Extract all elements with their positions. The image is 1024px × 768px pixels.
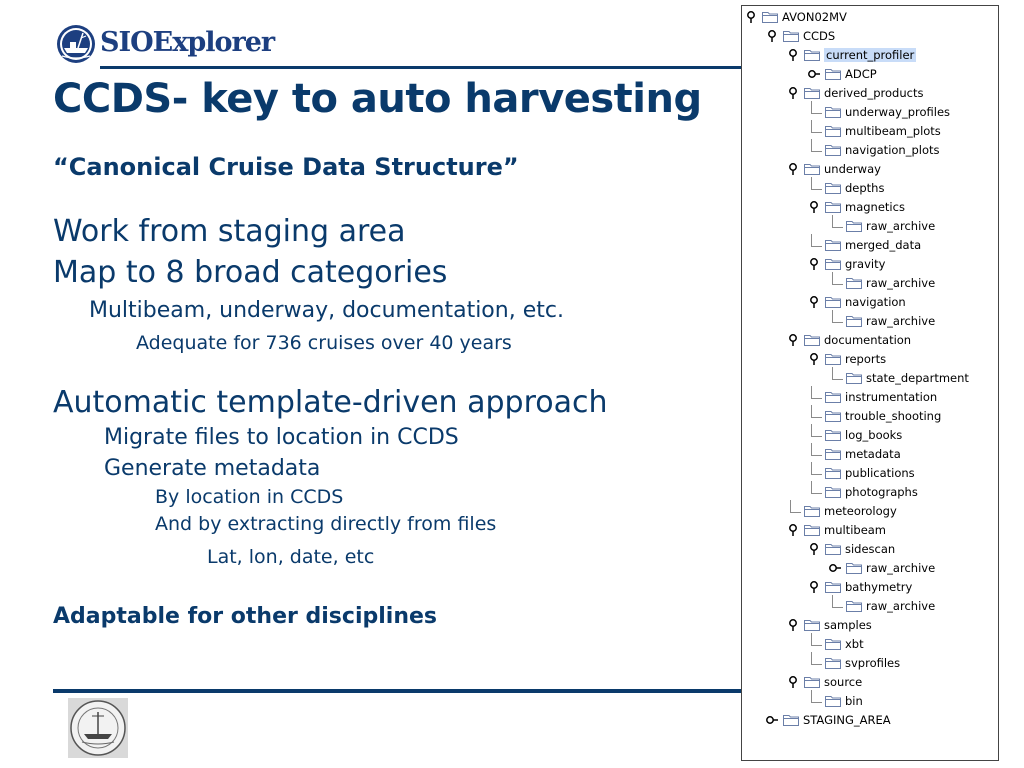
tree-connector [832,215,843,228]
folder-icon [825,391,841,403]
folder-icon [846,220,862,232]
folder-icon [804,163,820,175]
folder-icon [825,258,841,270]
folder-icon [783,30,799,42]
slide-subtitle: “Canonical Cruise Data Structure” [53,153,519,181]
tree-node-label: multibeam_plots [845,124,941,138]
tree-node-label: underway [824,162,881,176]
expanded-toggle-icon[interactable] [807,200,821,214]
tree-node[interactable] [804,331,911,350]
tree-node-label: photographs [845,485,918,499]
tree-node-label: meteorology [824,504,897,518]
bullet-lat-lon: Lat, lon, date, etc [207,546,375,568]
tree-node-label: raw_archive [866,276,936,290]
tree-connector [811,177,822,190]
bullet-cruises: Adequate for 736 cruises over 40 years [136,332,512,354]
ccds-directory-tree[interactable] [741,5,999,761]
tree-connector [832,595,843,608]
tree-node-label: raw_archive [866,561,936,575]
tree-connector [790,500,801,513]
tree-connector [811,234,822,247]
folder-icon [825,125,841,137]
tree-node-label: AVON02MV [782,10,847,24]
folder-icon [825,144,841,156]
expanded-toggle-icon[interactable] [786,86,800,100]
tree-node[interactable] [825,407,941,426]
expanded-toggle-icon[interactable] [807,580,821,594]
folder-icon [825,657,841,669]
tree-node[interactable] [846,369,969,388]
folder-icon [825,182,841,194]
tree-node[interactable] [825,103,950,122]
tree-node[interactable] [825,65,877,84]
tree-node-label: raw_archive [866,599,936,613]
tree-node-label: bathymetry [845,580,913,594]
tree-node[interactable] [783,27,835,46]
expanded-toggle-icon[interactable] [786,523,800,537]
folder-icon [804,676,820,688]
tree-node[interactable] [825,654,900,673]
tree-node[interactable] [804,521,886,540]
tree-node-label: merged_data [845,238,922,252]
tree-node-label: multibeam [824,523,887,537]
folder-icon [846,372,862,384]
tree-node-label: navigation_plots [845,143,940,157]
folder-icon [804,619,820,631]
tree-node-label: underway_profiles [845,105,951,119]
tree-node-label: documentation [824,333,912,347]
tree-node[interactable] [825,483,918,502]
tree-node[interactable] [825,141,940,160]
tree-connector [811,139,822,152]
tree-connector [811,101,822,114]
folder-icon [825,448,841,460]
tree-node-label: derived_products [824,86,924,100]
folder-icon [804,334,820,346]
tree-connector [832,272,843,285]
slide-title: CCDS- key to auto harvesting [53,76,702,122]
tree-node[interactable] [825,464,915,483]
expanded-toggle-icon[interactable] [786,675,800,689]
tree-connector [811,462,822,475]
expanded-toggle-icon[interactable] [807,542,821,556]
tree-connector [832,367,843,380]
folder-icon [804,524,820,536]
folder-icon [825,353,841,365]
logo-text: SIOExplorer [100,27,275,58]
tree-connector [811,405,822,418]
tree-connector [811,443,822,456]
folder-icon [825,68,841,80]
bullet-staging-area: Work from staging area [53,214,406,249]
tree-connector [811,633,822,646]
expanded-toggle-icon[interactable] [807,352,821,366]
tree-node-label: gravity [845,257,886,271]
tree-node-label: svprofiles [845,656,901,670]
tree-connector [811,424,822,437]
tree-node-label: sidescan [845,542,896,556]
folder-icon [825,410,841,422]
bottom-rule [53,689,745,693]
tree-node-label: publications [845,466,915,480]
tree-node-label: log_books [845,428,903,442]
folder-icon [825,467,841,479]
adaptable-statement: Adaptable for other disciplines [53,604,437,629]
tree-node-label: depths [845,181,885,195]
expanded-toggle-icon[interactable] [786,162,800,176]
expanded-toggle-icon[interactable] [786,48,800,62]
tree-node-label: trouble_shooting [845,409,942,423]
tree-node-label: raw_archive [866,219,936,233]
tree-node[interactable] [846,217,935,236]
folder-icon [846,562,862,574]
folder-icon [825,429,841,441]
folder-icon [846,277,862,289]
folder-icon [825,106,841,118]
expanded-toggle-icon[interactable] [807,257,821,271]
tree-node[interactable] [846,559,935,578]
folder-icon [846,315,862,327]
tree-node-label: reports [845,352,887,366]
bullet-generate-metadata: Generate metadata [104,456,321,481]
tree-node[interactable] [783,711,891,730]
institution-seal-icon [68,698,128,758]
folder-icon [825,543,841,555]
tree-node-label: samples [824,618,872,632]
tree-node[interactable] [825,426,902,445]
tree-connector [811,386,822,399]
tree-connector [811,481,822,494]
folder-icon [804,49,820,61]
tree-node-label: current_profiler [826,48,915,62]
tree-node-label: state_department [866,371,969,385]
folder-icon [825,695,841,707]
expanded-toggle-icon[interactable] [786,618,800,632]
folder-icon [825,201,841,213]
tree-node[interactable] [825,179,884,198]
collapsed-toggle-icon[interactable] [765,713,779,727]
tree-node-label: ADCP [845,67,877,81]
folder-icon [825,581,841,593]
expanded-toggle-icon[interactable] [807,295,821,309]
bullet-category-examples: Multibeam, underway, documentation, etc. [89,298,564,323]
tree-node-label: navigation [845,295,906,309]
tree-node[interactable] [846,274,935,293]
tree-node[interactable] [762,8,847,27]
expanded-toggle-icon[interactable] [786,333,800,347]
tree-node[interactable] [846,312,935,331]
bullet-by-location: By location in CCDS [155,486,344,508]
top-rule [100,66,745,69]
folder-icon [804,505,820,517]
tree-node[interactable] [825,635,864,654]
bullet-migrate-files: Migrate files to location in CCDS [104,425,459,450]
tree-node-label: CCDS [803,29,836,43]
folder-icon [804,87,820,99]
tree-node[interactable] [804,502,897,521]
tree-node-label: source [824,675,863,689]
tree-node[interactable] [825,236,921,255]
folder-icon [825,486,841,498]
collapsed-toggle-icon[interactable] [828,561,842,575]
expanded-toggle-icon[interactable] [744,10,758,24]
folder-icon [825,638,841,650]
tree-node-label: raw_archive [866,314,936,328]
folder-icon [846,600,862,612]
tree-connector [811,652,822,665]
tree-node[interactable] [825,122,941,141]
bullet-template-approach: Automatic template-driven approach [53,385,608,420]
tree-node[interactable] [825,540,895,559]
tree-node[interactable] [804,46,916,65]
tree-node-label: STAGING_AREA [803,713,891,727]
tree-node[interactable] [825,692,863,711]
bullet-categories: Map to 8 broad categories [53,255,448,290]
folder-icon [783,714,799,726]
collapsed-toggle-icon[interactable] [807,67,821,81]
tree-node[interactable] [825,445,901,464]
tree-node[interactable] [825,388,937,407]
tree-node-label: magnetics [845,200,905,214]
folder-icon [762,11,778,23]
ship-emblem-icon [56,20,98,68]
tree-node-label: metadata [845,447,901,461]
tree-node-label: instrumentation [845,390,938,404]
tree-node-label: xbt [845,637,864,651]
tree-node-label: bin [845,694,863,708]
folder-icon [825,239,841,251]
expanded-toggle-icon[interactable] [765,29,779,43]
tree-node[interactable] [846,597,935,616]
bullet-by-extracting: And by extracting directly from files [155,513,497,535]
folder-icon [825,296,841,308]
tree-connector [832,310,843,323]
tree-connector [811,120,822,133]
tree-connector [811,690,822,703]
